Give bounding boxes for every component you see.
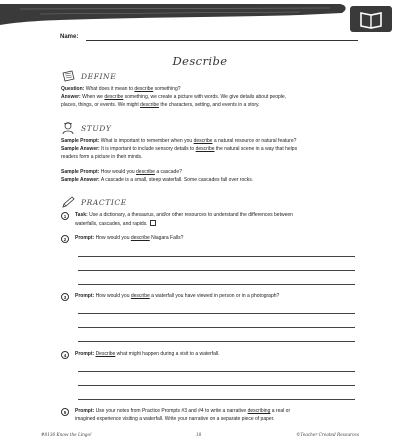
header-brush-stroke	[0, 0, 400, 28]
name-label: Name:	[60, 34, 79, 40]
answer-line[interactable]	[78, 399, 355, 400]
study-answer-2: Sample Answer: A cascade is a small, steep waterfall. Some cascades fall over rocks.	[61, 177, 254, 183]
item-number: 4	[61, 351, 69, 359]
practice-heading-text: PRACTICE	[81, 198, 127, 207]
answer-line[interactable]	[78, 284, 355, 285]
name-line	[86, 40, 358, 41]
item-number: 3	[61, 293, 69, 301]
answer-line[interactable]	[78, 313, 355, 314]
study-prompt-1: Sample Prompt: What is important to remember when you describe a natural resource or natural feature?	[61, 138, 297, 144]
question-label: Question:	[61, 86, 85, 92]
pencil-icon	[61, 196, 76, 209]
answer-label: Answer:	[61, 94, 81, 100]
write-icon	[150, 220, 156, 226]
notebook-icon	[61, 70, 76, 83]
student-icon	[61, 122, 76, 135]
footer-publisher: ©Teacher Created Resources	[296, 432, 359, 437]
define-question: Question: What does it mean to describe something?	[61, 86, 181, 92]
answer-line[interactable]	[78, 371, 355, 372]
item-number: 2	[61, 235, 69, 243]
item-number: 1	[61, 212, 69, 220]
answer-line[interactable]	[78, 256, 355, 257]
define-heading-text: DEFINE	[81, 72, 117, 81]
study-heading-text: STUDY	[81, 124, 112, 133]
name-field[interactable]	[60, 33, 358, 45]
answer-line[interactable]	[78, 385, 355, 386]
answer-line[interactable]	[78, 270, 355, 271]
answer-line[interactable]	[78, 341, 355, 342]
study-answer-1: Sample Answer: It is important to include sensory details to describe the natural scene in a way that helps readers form a picture in their minds.	[61, 146, 298, 160]
item-number: 5	[61, 408, 69, 416]
page-title: Describe	[172, 54, 228, 68]
footer-book-title: #8136 Know the Lingo!	[41, 432, 92, 437]
footer-page-number: 18	[196, 432, 202, 437]
answer-line[interactable]	[78, 327, 355, 328]
book-icon	[350, 6, 392, 32]
define-answer: Answer: When we describe something, we create a picture with words. We give details about people, places, things, or events. We might describe the characters, setting, and events in a story.	[61, 94, 287, 108]
study-prompt-2: Sample Prompt: How would you describe a cascade?	[61, 169, 182, 175]
